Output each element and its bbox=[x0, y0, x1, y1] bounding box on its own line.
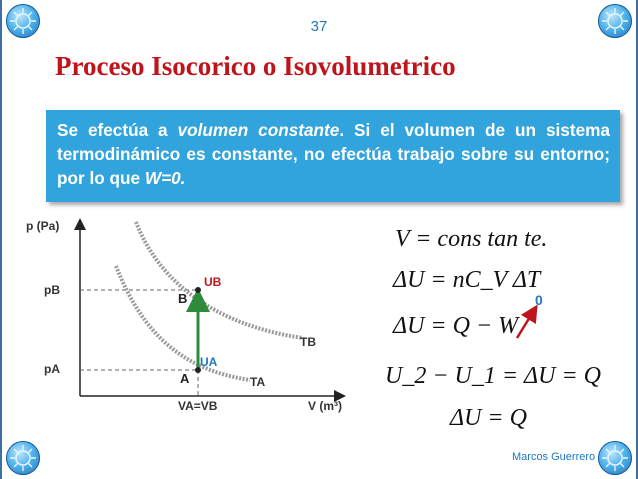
equation-internal-energy: ΔU = nC_V ΔT bbox=[393, 267, 541, 293]
sun-badge-icon bbox=[598, 4, 632, 38]
x-axis-label: V (m³) bbox=[308, 399, 342, 413]
equation-first-law: ΔU = Q − W bbox=[393, 313, 519, 339]
y-axis-label: p (Pa) bbox=[26, 219, 60, 233]
va-vb-label: VA=VB bbox=[178, 399, 218, 413]
description-part: . Si el volumen de un sistema termodinámico es constante, no efectúa trabajo sobre su entorno; por lo que bbox=[57, 120, 610, 188]
annotation-arrow-icon bbox=[505, 300, 545, 345]
slide-title: Proceso Isocorico o Isovolumetrico bbox=[55, 51, 456, 81]
tb-label: TB bbox=[300, 335, 316, 349]
equation-energy-change: U_2 − U_1 = ΔU = Q bbox=[385, 363, 601, 389]
sun-badge-icon bbox=[6, 4, 40, 38]
description-box bbox=[46, 110, 620, 202]
ub-label: UB bbox=[204, 275, 222, 289]
description-emphasis: volumen constante bbox=[177, 120, 340, 140]
description-text bbox=[57, 118, 610, 190]
ta-label: TA bbox=[250, 375, 266, 389]
point-b-label: B bbox=[178, 291, 188, 306]
sun-badge-icon bbox=[598, 441, 632, 475]
point-b-dot bbox=[195, 287, 201, 293]
work-zero-annotation: 0 bbox=[535, 292, 543, 308]
pa-label: pA bbox=[44, 362, 60, 376]
equation-result: ΔU = Q bbox=[450, 405, 527, 431]
description-part: Se efectúa a bbox=[57, 120, 178, 140]
pv-diagram bbox=[18, 210, 378, 430]
sun-badge-icon bbox=[6, 441, 40, 475]
description-emphasis: W=0. bbox=[144, 168, 186, 188]
ua-label: UA bbox=[200, 355, 218, 369]
slide-number: 37 bbox=[310, 18, 328, 35]
point-a-label: A bbox=[180, 371, 190, 386]
pb-label: pB bbox=[44, 283, 60, 297]
left-border bbox=[0, 0, 2, 479]
isotherm-ta bbox=[116, 266, 250, 380]
author-footer: Marcos Guerrero bbox=[512, 451, 596, 463]
equation-constant-volume: V = cons tan te. bbox=[395, 226, 548, 252]
